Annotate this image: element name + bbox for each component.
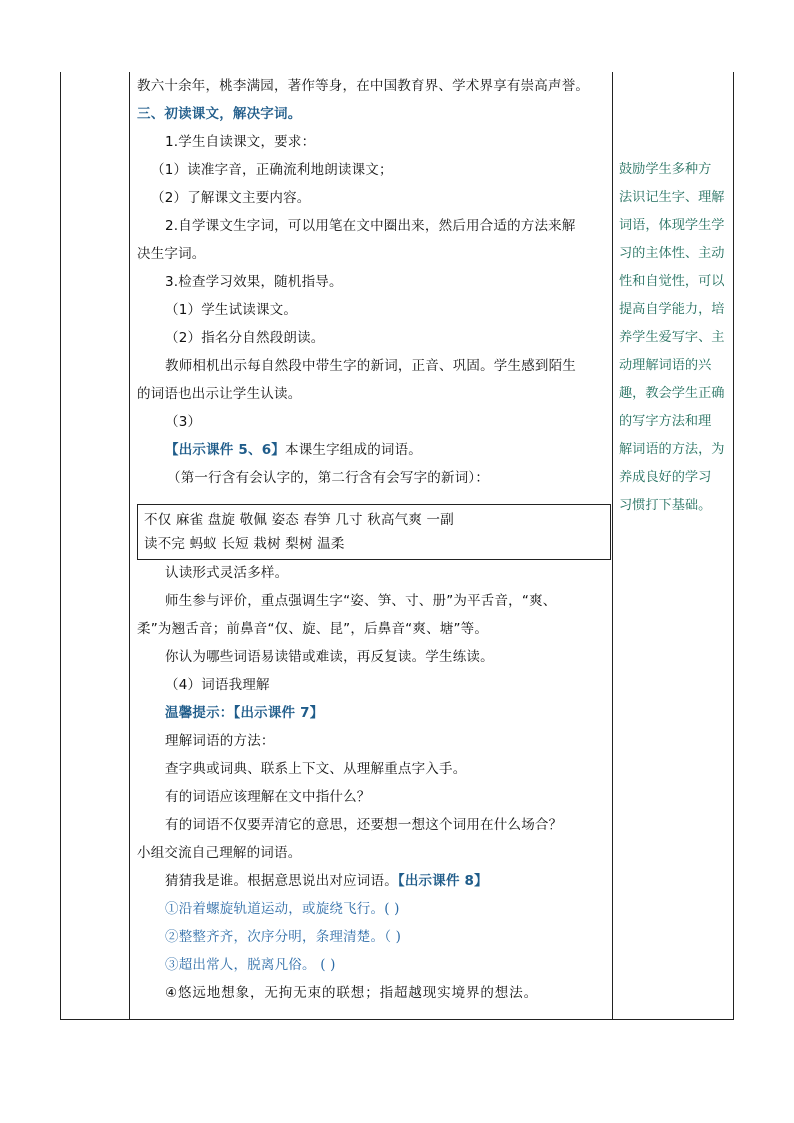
side-line: 性和自觉性，可以 xyxy=(619,274,725,289)
text-line: 2.自学课文生字词，可以用笔在文中圈出来，然后用合适的方法来解 xyxy=(165,218,576,234)
text-line: 你认为哪些词语易读错或难读，再反复读。学生练读。 xyxy=(165,649,494,665)
text-line: 查字典或词典、联系上下文、从理解重点字入手。 xyxy=(165,761,467,777)
text-line xyxy=(165,871,488,891)
text-line: （1）学生试读课文。 xyxy=(165,302,298,318)
side-line: 法识记生字、理解 xyxy=(619,190,725,205)
text-line: 理解词语的方法： xyxy=(165,733,275,749)
side-line: 养成良好的学习 xyxy=(619,470,712,485)
courseware-tag: 【出示课件 8】 xyxy=(397,873,488,889)
courseware-tag: 【出示课件 7】 xyxy=(233,705,324,721)
side-line: 词语，体现学生学 xyxy=(619,218,725,233)
side-line: 解词语的方法，为 xyxy=(619,442,725,457)
quiz-item: ③超出常人，脱离凡俗。 ( ) xyxy=(165,957,336,973)
quiz-item: ①沿着螺旋轨道运动，或旋绕飞行。( ) xyxy=(165,901,400,917)
side-line: 提高自学能力，培 xyxy=(619,302,725,317)
quiz-item: ②整整齐齐，次序分明，条理清楚。（ ) xyxy=(165,929,402,945)
side-line: 的写字方法和理 xyxy=(619,414,712,429)
word-box xyxy=(137,504,611,560)
side-line: 习的主体性、主动 xyxy=(619,246,725,261)
text-line: 的词语也出示让学生认读。 xyxy=(137,386,302,402)
side-line: 动理解词语的兴 xyxy=(619,358,712,373)
text-line: 教师相机出示每自然段中带生字的新词，正音、巩固。学生感到陌生 xyxy=(165,358,576,374)
side-line: 养学生爱写字、主 xyxy=(619,330,725,345)
text-line: （1）读准字音，正确流利地朗读课文； xyxy=(151,162,393,178)
column-divider-right xyxy=(612,72,613,1019)
text-line: 有的词语不仅要弄清它的意思，还要想一想这个词用在什么场合？ xyxy=(165,817,563,833)
text-line: 3.检查学习效果，随机指导。 xyxy=(165,274,343,290)
quiz-item: ④悠远地想象，无拘无束的联想；指超越现实境界的想法。 xyxy=(165,985,539,1001)
section-heading: 三、初读课文，解决字词。 xyxy=(137,106,302,122)
text-fragment: 本课生字组成的词语。 xyxy=(285,442,422,458)
word-row-1: 不仅 麻雀 盘旋 敬佩 姿态 春笋 几寸 秋高气爽 一副 xyxy=(144,512,454,528)
text-line: 有的词语应该理解在文中指什么？ xyxy=(165,789,371,805)
text-line: 柔”为翘舌音；前鼻音“仅、旋、昆”，后鼻音“爽、塘”等。 xyxy=(137,621,489,637)
text-line: 师生参与评价，重点强调生字“姿、笋、寸、册”为平舌音，“爽、 xyxy=(165,593,557,609)
text-line: （2）了解课文主要内容。 xyxy=(151,190,311,206)
side-line: 趣，教会学生正确 xyxy=(619,386,725,401)
text-line: 小组交流自己理解的词语。 xyxy=(137,845,302,861)
text-line: 认读形式灵活多样。 xyxy=(165,565,289,581)
word-row-2: 读不完 蚂蚁 长短 栽树 梨树 温柔 xyxy=(144,536,345,552)
text-fragment: 猜猜我是谁。根据意思说出对应词语。 xyxy=(165,873,398,889)
text-line: （第一行含有会认字的，第二行含有会写字的新词）： xyxy=(167,470,490,486)
text-line xyxy=(165,703,323,723)
courseware-tag: 【出示课件 5、6】 xyxy=(165,442,285,458)
text-line: 决生字词。 xyxy=(137,246,206,262)
side-line: 习惯打下基础。 xyxy=(619,498,712,513)
text-line: （3） xyxy=(165,414,202,430)
text-line: （2）指名分自然段朗读。 xyxy=(165,330,325,346)
side-line: 鼓励学生多种方 xyxy=(619,162,712,177)
tip-label: 温馨提示： xyxy=(165,705,234,721)
text-line: 1.学生自读课文，要求： xyxy=(165,134,316,150)
text-line xyxy=(165,440,422,460)
column-divider-left xyxy=(129,72,130,1019)
text-line: （4）词语我理解 xyxy=(165,677,270,693)
text-line: 教六十余年，桃李满园，著作等身，在中国教育界、学术界享有崇高声誉。 xyxy=(137,78,590,94)
